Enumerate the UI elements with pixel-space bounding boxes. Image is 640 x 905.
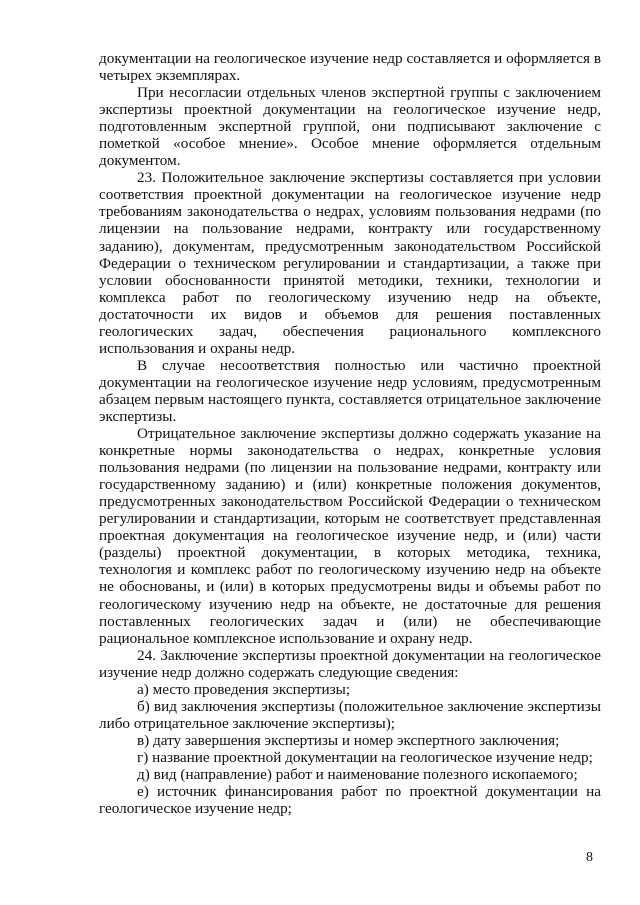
list-item-a: а) место проведения экспертизы; — [137, 680, 351, 698]
list-item-v: в) дату завершения экспертизы и номер экспертного заключения; — [137, 731, 560, 749]
paragraph-noncompliance: В случае несоответствия полностью или частично проектной документации на геологическое изучение недр условиям, предусмотренным абзацем первым настоящего пункта, составляется отрицательное заключение экспертизы. — [99, 356, 601, 425]
paragraph-item-23: 23. Положительное заключение экспертизы составляется при условии соответствия проектной документации на геологическое изучение недр требованиям законодательства о недрах, условиям пользования недрами (по лицензии на пользование недрами, контракту или государственному заданию), документам, предусмотренным законодательством Российской Федерации о техническом регулировании и стандартизации, а также при условии обоснованности принятой методики, техники, технологии и комплекса работ по геологическому изучению недр на объекте, достаточности их видов и объемов для решения поставленных геологических задач, обеспечения рационального комплексного использования и охраны недр. — [99, 169, 601, 357]
page-number: 8 — [586, 850, 593, 865]
paragraph-continuation: документации на геологическое изучение недр составляется и оформляется в четырех экземплярах. — [99, 50, 601, 85]
paragraph-special-opinion: При несогласии отдельных членов экспертной группы с заключением экспертизы проектной документации на геологическое изучение недр, подготовленным экспертной группой, они подписывают заключение с пометкой «особое мнение». Особое мнение оформляется отдельным документом. — [99, 84, 601, 170]
paragraph-negative-conclusion: Отрицательное заключение экспертизы должно содержать указание на конкретные нормы законодательства о недрах, конкретные условия пользования недрами (по лицензии на пользование недрами, контракту или государственному заданию) и (или) конкретные положения документов, предусмотренных законодательством Российской Федерации о техническом регулировании и стандартизации, которым не соответствует представленная проектная документация на геологическое изучение недр, и (или) части (разделы) проектной документации, в которых методика, техника, технология и комплекс работ по геологическому изучению недр на объекте не обоснованы, и (или) в которых предусмотрены виды и объемы работ по геологическому изучению недр на объекте, не достаточные для решения поставленных геологических задач и (или) не обеспечивающие рациональное комплексное использование и охрану недр. — [99, 425, 601, 647]
list-item-d: д) вид (направление) работ и наименование полезного ископаемого; — [137, 765, 578, 783]
list-item-g: г) название проектной документации на геологическое изучение недр; — [137, 748, 593, 766]
paragraph-item-24: 24. Заключение экспертизы проектной документации на геологическое изучение недр должно содержать следующие сведения: — [99, 646, 601, 681]
list-item-b: б) вид заключения экспертизы (положительное заключение экспертизы либо отрицательное заключение экспертизы); — [99, 697, 601, 732]
list-item-e: е) источник финансирования работ по проектной документации на геологическое изучение недр; — [99, 783, 601, 818]
